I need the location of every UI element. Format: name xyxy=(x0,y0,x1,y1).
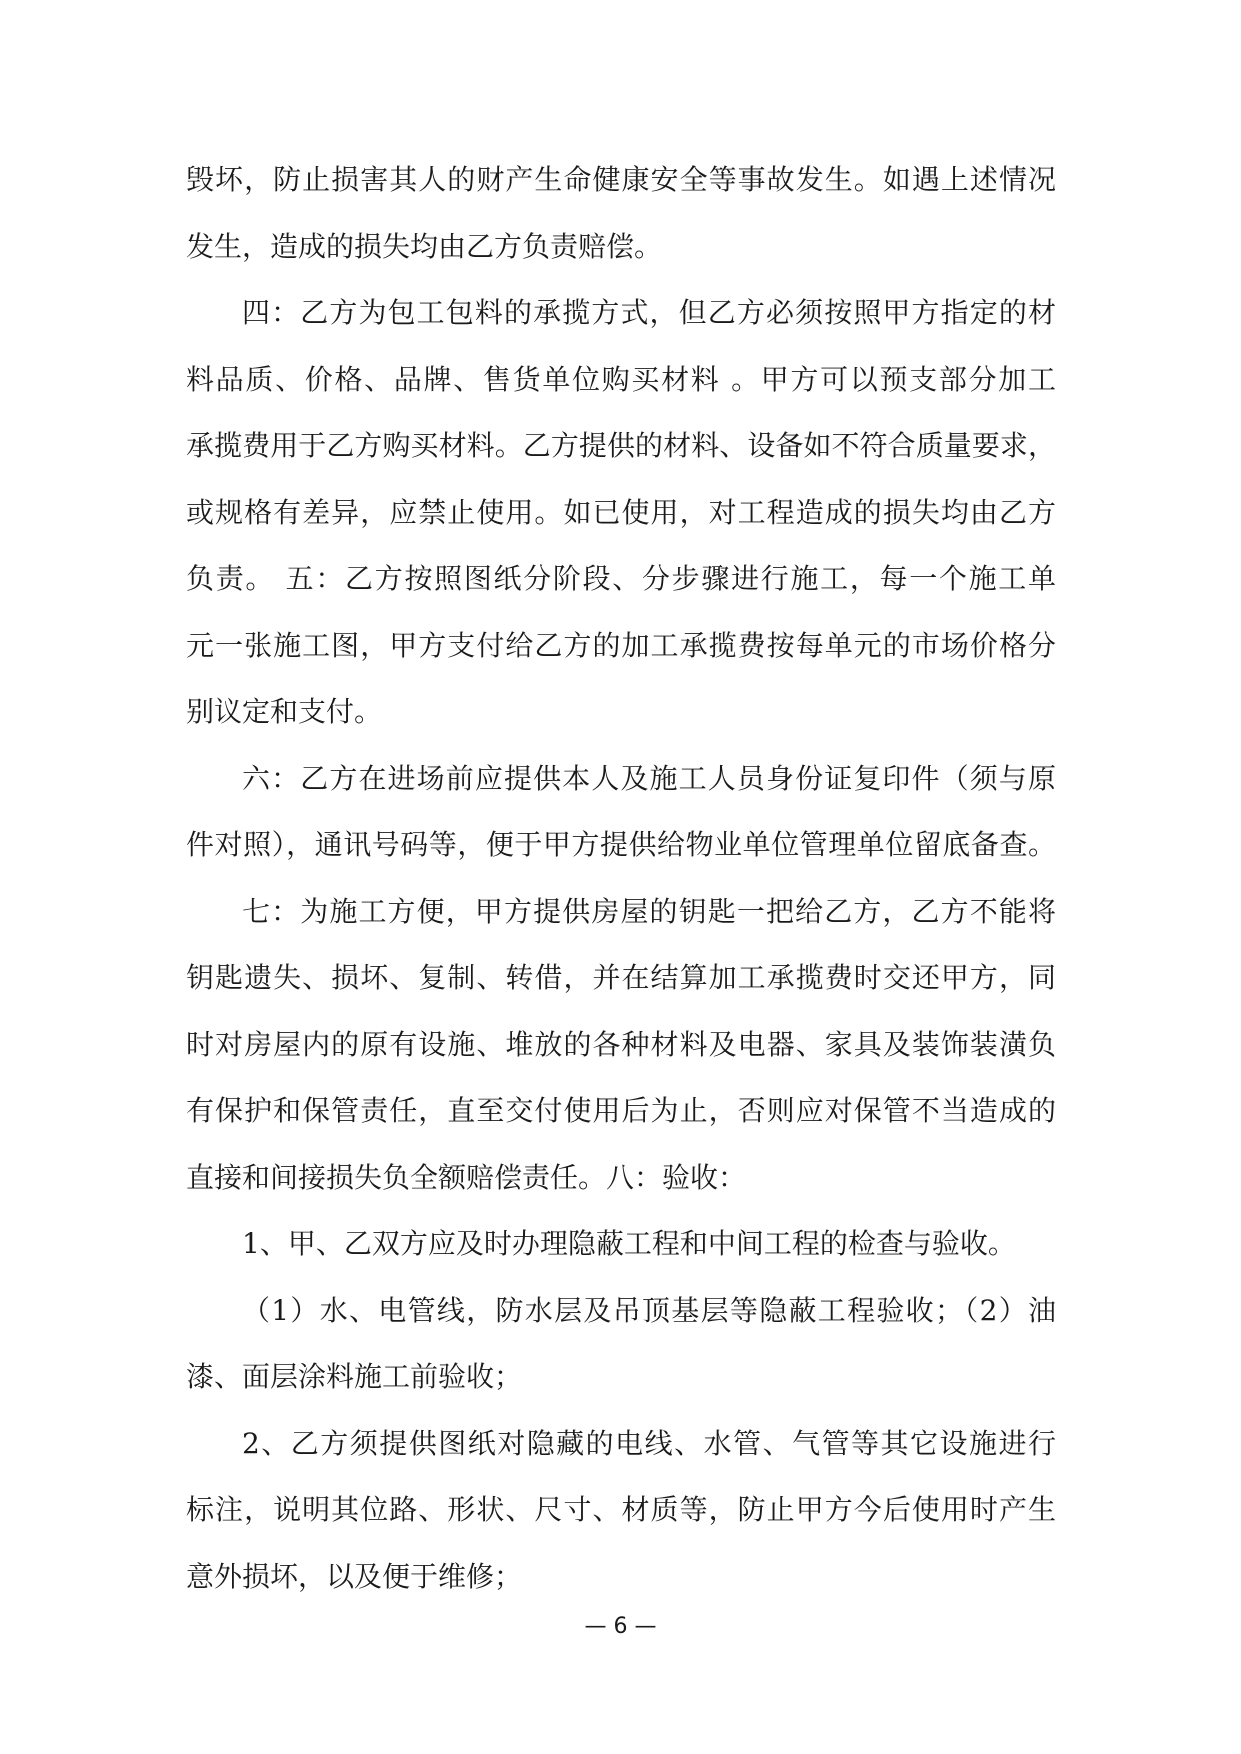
page-number: — 6 — xyxy=(584,1614,657,1639)
text-line: 别议定和支付。 xyxy=(186,695,383,728)
text-line: 承揽费用于乙方购买材料。乙方提供的材料、设备如不符合质量要求， xyxy=(186,429,1056,462)
text-line: 或规格有差异，应禁止使用。如已使用，对工程造成的损失均由乙方 xyxy=(186,495,1056,529)
text-line: 料品质、价格、品牌、售货单位购买材料 。甲方可以预支部分加工 xyxy=(186,362,1056,396)
text-line: 有保护和保管责任，直至交付使用后为止，否则应对保管不当造成的 xyxy=(186,1094,1056,1127)
text-line: 毁坏，防止损害其人的财产生命健康安全等事故发生。如遇上述情况 xyxy=(186,163,1056,196)
text-line: （1）水、电管线，防水层及吊顶基层等隐蔽工程验收；（2）油 xyxy=(242,1293,1056,1327)
text-line: 件对照），通讯号码等，便于甲方提供给物业单位管理单位留底备查。 xyxy=(186,828,1056,861)
text-line: 元一张施工图，甲方支付给乙方的加工承揽费按每单元的市场价格分 xyxy=(186,628,1056,662)
text-line: 2、乙方须提供图纸对隐藏的电线、水管、气管等其它设施进行 xyxy=(242,1426,1056,1460)
text-line: 钥匙遗失、损坏、复制、转借，并在结算加工承揽费时交还甲方，同 xyxy=(186,961,1056,994)
text-line: 意外损坏，以及便于维修； xyxy=(186,1559,523,1593)
text-line: 时对房屋内的原有设施、堆放的各种材料及电器、家具及装饰装潢负 xyxy=(186,1027,1056,1061)
text-line: 七：为施工方便，甲方提供房屋的钥匙一把给乙方，乙方不能将 xyxy=(242,894,1056,928)
text-line: 漆、面层涂料施工前验收； xyxy=(186,1360,523,1393)
text-line: 直接和间接损失负全额赔偿责任。八：验收： xyxy=(186,1160,747,1194)
text-line: 四：乙方为包工包料的承揽方式，但乙方必须按照甲方指定的材 xyxy=(242,296,1056,329)
document-body xyxy=(186,160,1056,1623)
text-line: 发生，造成的损失均由乙方负责赔偿。 xyxy=(186,229,663,263)
text-line: 六：乙方在进场前应提供本人及施工人员身份证复印件（须与原 xyxy=(242,761,1056,795)
text-line: 标注，说明其位路、形状、尺寸、材质等，防止甲方今后使用时产生 xyxy=(186,1493,1056,1526)
text-line: 1、甲、乙双方应及时办理隐蔽工程和中间工程的检查与验收。 xyxy=(242,1227,1016,1260)
text-line: 负责。 五：乙方按照图纸分阶段、分步骤进行施工，每一个施工单 xyxy=(186,562,1056,595)
